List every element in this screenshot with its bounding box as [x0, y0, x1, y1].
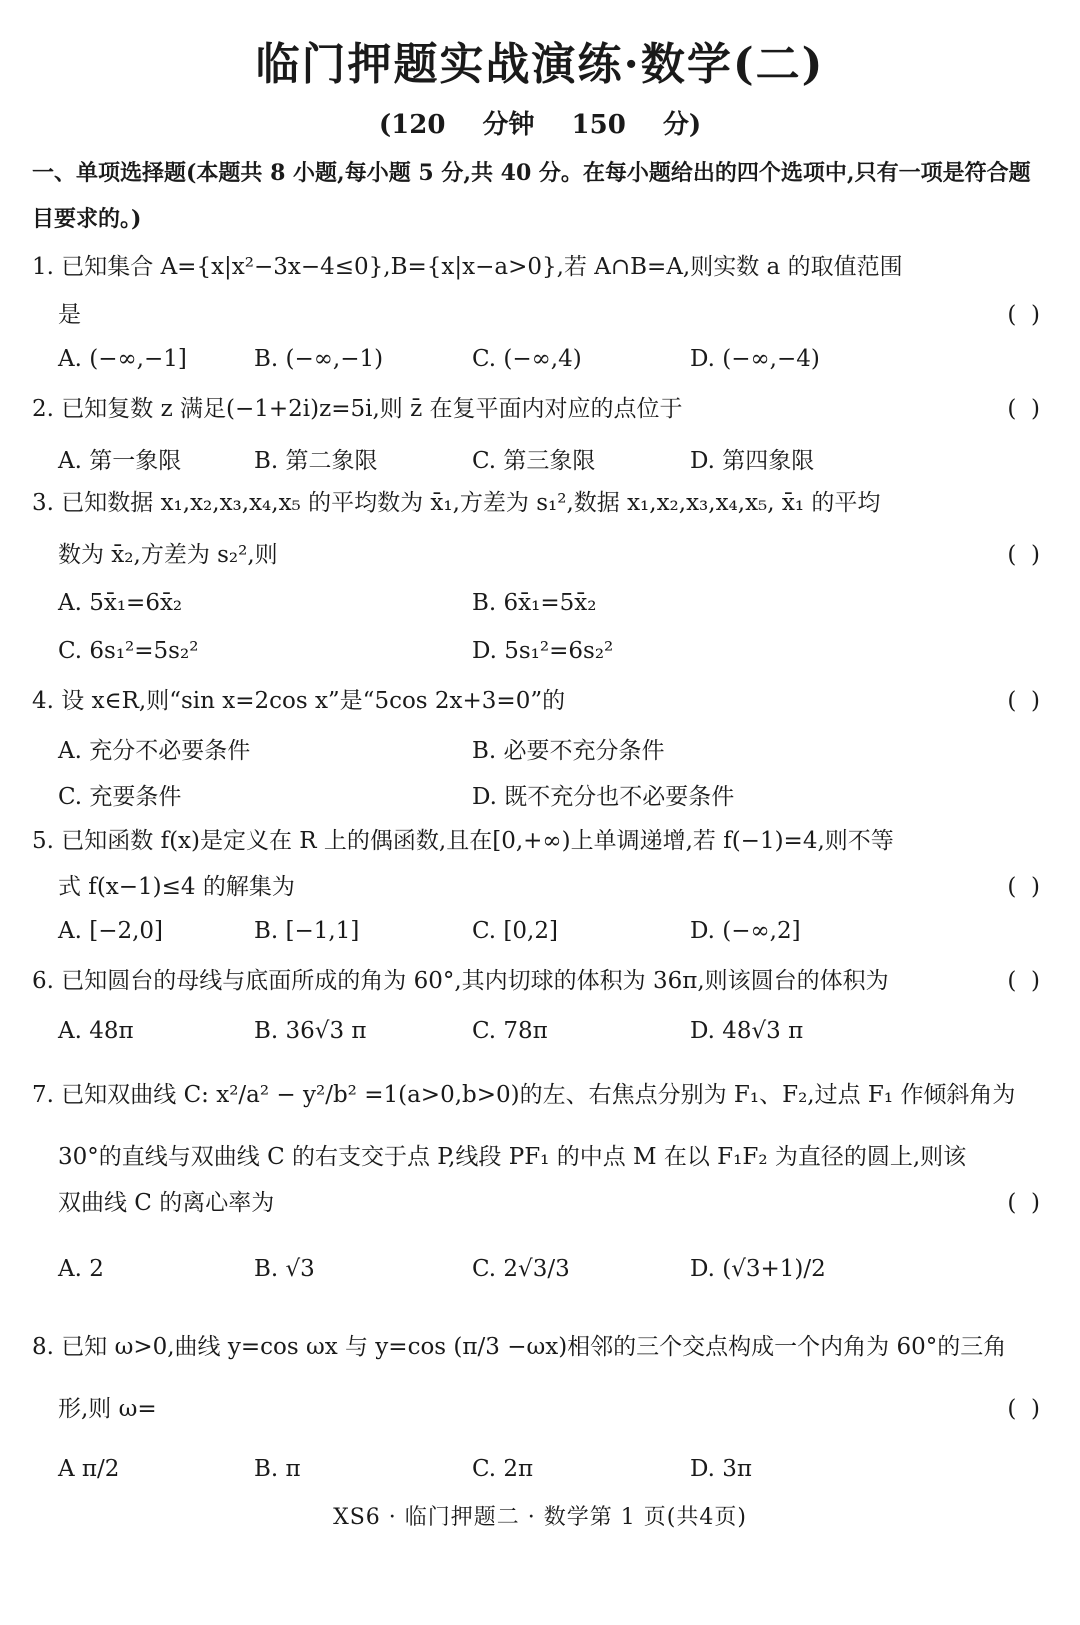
option-c: C. (−∞,4) — [472, 346, 582, 372]
option-c: C. 第三象限 — [472, 448, 596, 474]
exam-title: 临门押题实战演练·数学(二) — [255, 39, 825, 90]
option-b: B. [−1,1] — [254, 918, 360, 944]
option-a: A. [−2,0] — [58, 918, 164, 944]
question-2 — [32, 394, 1052, 424]
question-7-line-1: 7. 已知双曲线 C: x²/a² − y²/b² =1(a>0,b>0)的左、右焦点分别为 F₁、F₂,过点 F₁ 作倾斜角为 — [32, 1082, 1016, 1108]
question-5-cont — [32, 872, 1052, 902]
question-8-cont — [32, 1394, 1052, 1424]
question-8-options — [58, 1456, 1038, 1490]
option-a: A. (−∞,−1] — [58, 346, 187, 372]
question-3-options-row-2 — [58, 638, 1038, 672]
question-5-options — [58, 918, 1038, 952]
option-b: B. π — [254, 1456, 301, 1482]
answer-bracket: ( ) — [1007, 874, 1040, 900]
question-5-line-1: 5. 已知函数 f(x)是定义在 R 上的偶函数,且在[0,+∞)上单调递增,若 f(−1)=4,则不等 — [32, 828, 894, 854]
page-footer: XS6 · 临门押题二 · 数学第 1 页(共4页) — [333, 1505, 747, 1530]
question-3-options-row-1 — [58, 590, 1038, 624]
answer-bracket: ( ) — [1007, 542, 1040, 568]
answer-bracket: ( ) — [1007, 1190, 1040, 1216]
option-c: C. 2√3/3 — [472, 1256, 570, 1282]
question-5-line-2: 式 f(x−1)≤4 的解集为 — [58, 874, 295, 900]
question-8 — [32, 1332, 1052, 1362]
answer-bracket: ( ) — [1007, 968, 1040, 994]
option-c: C. 2π — [472, 1456, 534, 1482]
option-a: A. 第一象限 — [58, 448, 182, 474]
question-1-line-2: 是 — [58, 302, 81, 328]
option-d: D. 既不充分也不必要条件 — [472, 784, 735, 810]
section-heading: 一、单项选择题(本题共 8 小题,每小题 5 分,共 40 分。在每小题给出的四个选项中,只有一项是符合题目要求的。) — [32, 160, 1031, 232]
question-1 — [32, 252, 1052, 282]
option-d: D. (−∞,2] — [690, 918, 801, 944]
answer-bracket: ( ) — [1007, 1396, 1040, 1422]
option-c: C. 充要条件 — [58, 784, 182, 810]
question-7-line-2: 30°的直线与双曲线 C 的右支交于点 P,线段 PF₁ 的中点 M 在以 F₁F₂ 为直径的圆上,则该 — [58, 1144, 967, 1170]
option-b: B. √3 — [254, 1256, 315, 1282]
option-d: D. 5s₁²=6s₂² — [472, 638, 614, 664]
option-c: C. 6s₁²=5s₂² — [58, 638, 199, 664]
option-c: C. 78π — [472, 1018, 548, 1044]
question-2-options — [58, 442, 1038, 476]
question-1-cont — [32, 300, 1052, 330]
answer-bracket: ( ) — [1007, 396, 1040, 422]
option-d: D. 第四象限 — [690, 448, 815, 474]
question-5 — [32, 826, 1052, 856]
question-3 — [32, 488, 1052, 518]
question-7 — [32, 1080, 1052, 1110]
option-a: A. 5x̄₁=6x̄₂ — [58, 590, 183, 616]
option-b: B. 第二象限 — [254, 448, 378, 474]
question-8-line-1: 8. 已知 ω>0,曲线 y=cos ωx 与 y=cos (π/3 −ωx)相邻的三个交点构成一个内角为 60°的三角 — [32, 1334, 1007, 1360]
exam-duration-score: (120 分钟 150 分) — [378, 110, 702, 140]
answer-bracket: ( ) — [1007, 302, 1040, 328]
question-4 — [32, 686, 1052, 716]
question-6-options — [58, 1018, 1038, 1052]
option-a: A π/2 — [58, 1456, 120, 1482]
question-7-cont-2 — [32, 1188, 1052, 1218]
option-a: A. 48π — [58, 1018, 134, 1044]
question-6-line-1: 6. 已知圆台的母线与底面所成的角为 60°,其内切球的体积为 36π,则该圆台的体积为 — [32, 968, 889, 994]
option-b: B. 36√3 π — [254, 1018, 367, 1044]
question-1-options — [58, 346, 1038, 380]
question-2-line-1: 2. 已知复数 z 满足(−1+2i)z=5i,则 z̄ 在复平面内对应的点位于 — [32, 396, 683, 422]
option-d: D. 48√3 π — [690, 1018, 804, 1044]
option-a: A. 2 — [58, 1256, 104, 1282]
option-a: A. 充分不必要条件 — [58, 738, 251, 764]
option-d: D. 3π — [690, 1456, 752, 1482]
question-4-options-row-2 — [58, 778, 1038, 812]
question-7-cont-1 — [32, 1142, 1052, 1172]
option-b: B. (−∞,−1) — [254, 346, 384, 372]
question-3-cont — [32, 540, 1052, 570]
answer-bracket: ( ) — [1007, 688, 1040, 714]
option-d: D. (−∞,−4) — [690, 346, 820, 372]
question-7-line-3: 双曲线 C 的离心率为 — [58, 1190, 275, 1216]
option-d: D. (√3+1)/2 — [690, 1256, 826, 1282]
question-8-line-2: 形,则 ω= — [58, 1396, 157, 1422]
question-3-line-2: 数为 x̄₂,方差为 s₂²,则 — [58, 542, 278, 568]
question-3-line-1: 3. 已知数据 x₁,x₂,x₃,x₄,x₅ 的平均数为 x̄₁,方差为 s₁²,数据 x₁,x₂,x₃,x₄,x₅, x̄₁ 的平均 — [32, 490, 881, 516]
question-1-line-1: 1. 已知集合 A={x|x²−3x−4≤0},B={x|x−a>0},若 A∩B=A,则实数 a 的取值范围 — [32, 254, 903, 280]
question-7-options — [58, 1256, 1038, 1290]
option-b: B. 6x̄₁=5x̄₂ — [472, 590, 597, 616]
question-6 — [32, 966, 1052, 996]
question-4-line-1: 4. 设 x∈R,则“sin x=2cos x”是“5cos 2x+3=0”的 — [32, 688, 566, 714]
option-c: C. [0,2] — [472, 918, 558, 944]
question-4-options-row-1 — [58, 732, 1038, 766]
option-b: B. 必要不充分条件 — [472, 738, 665, 764]
